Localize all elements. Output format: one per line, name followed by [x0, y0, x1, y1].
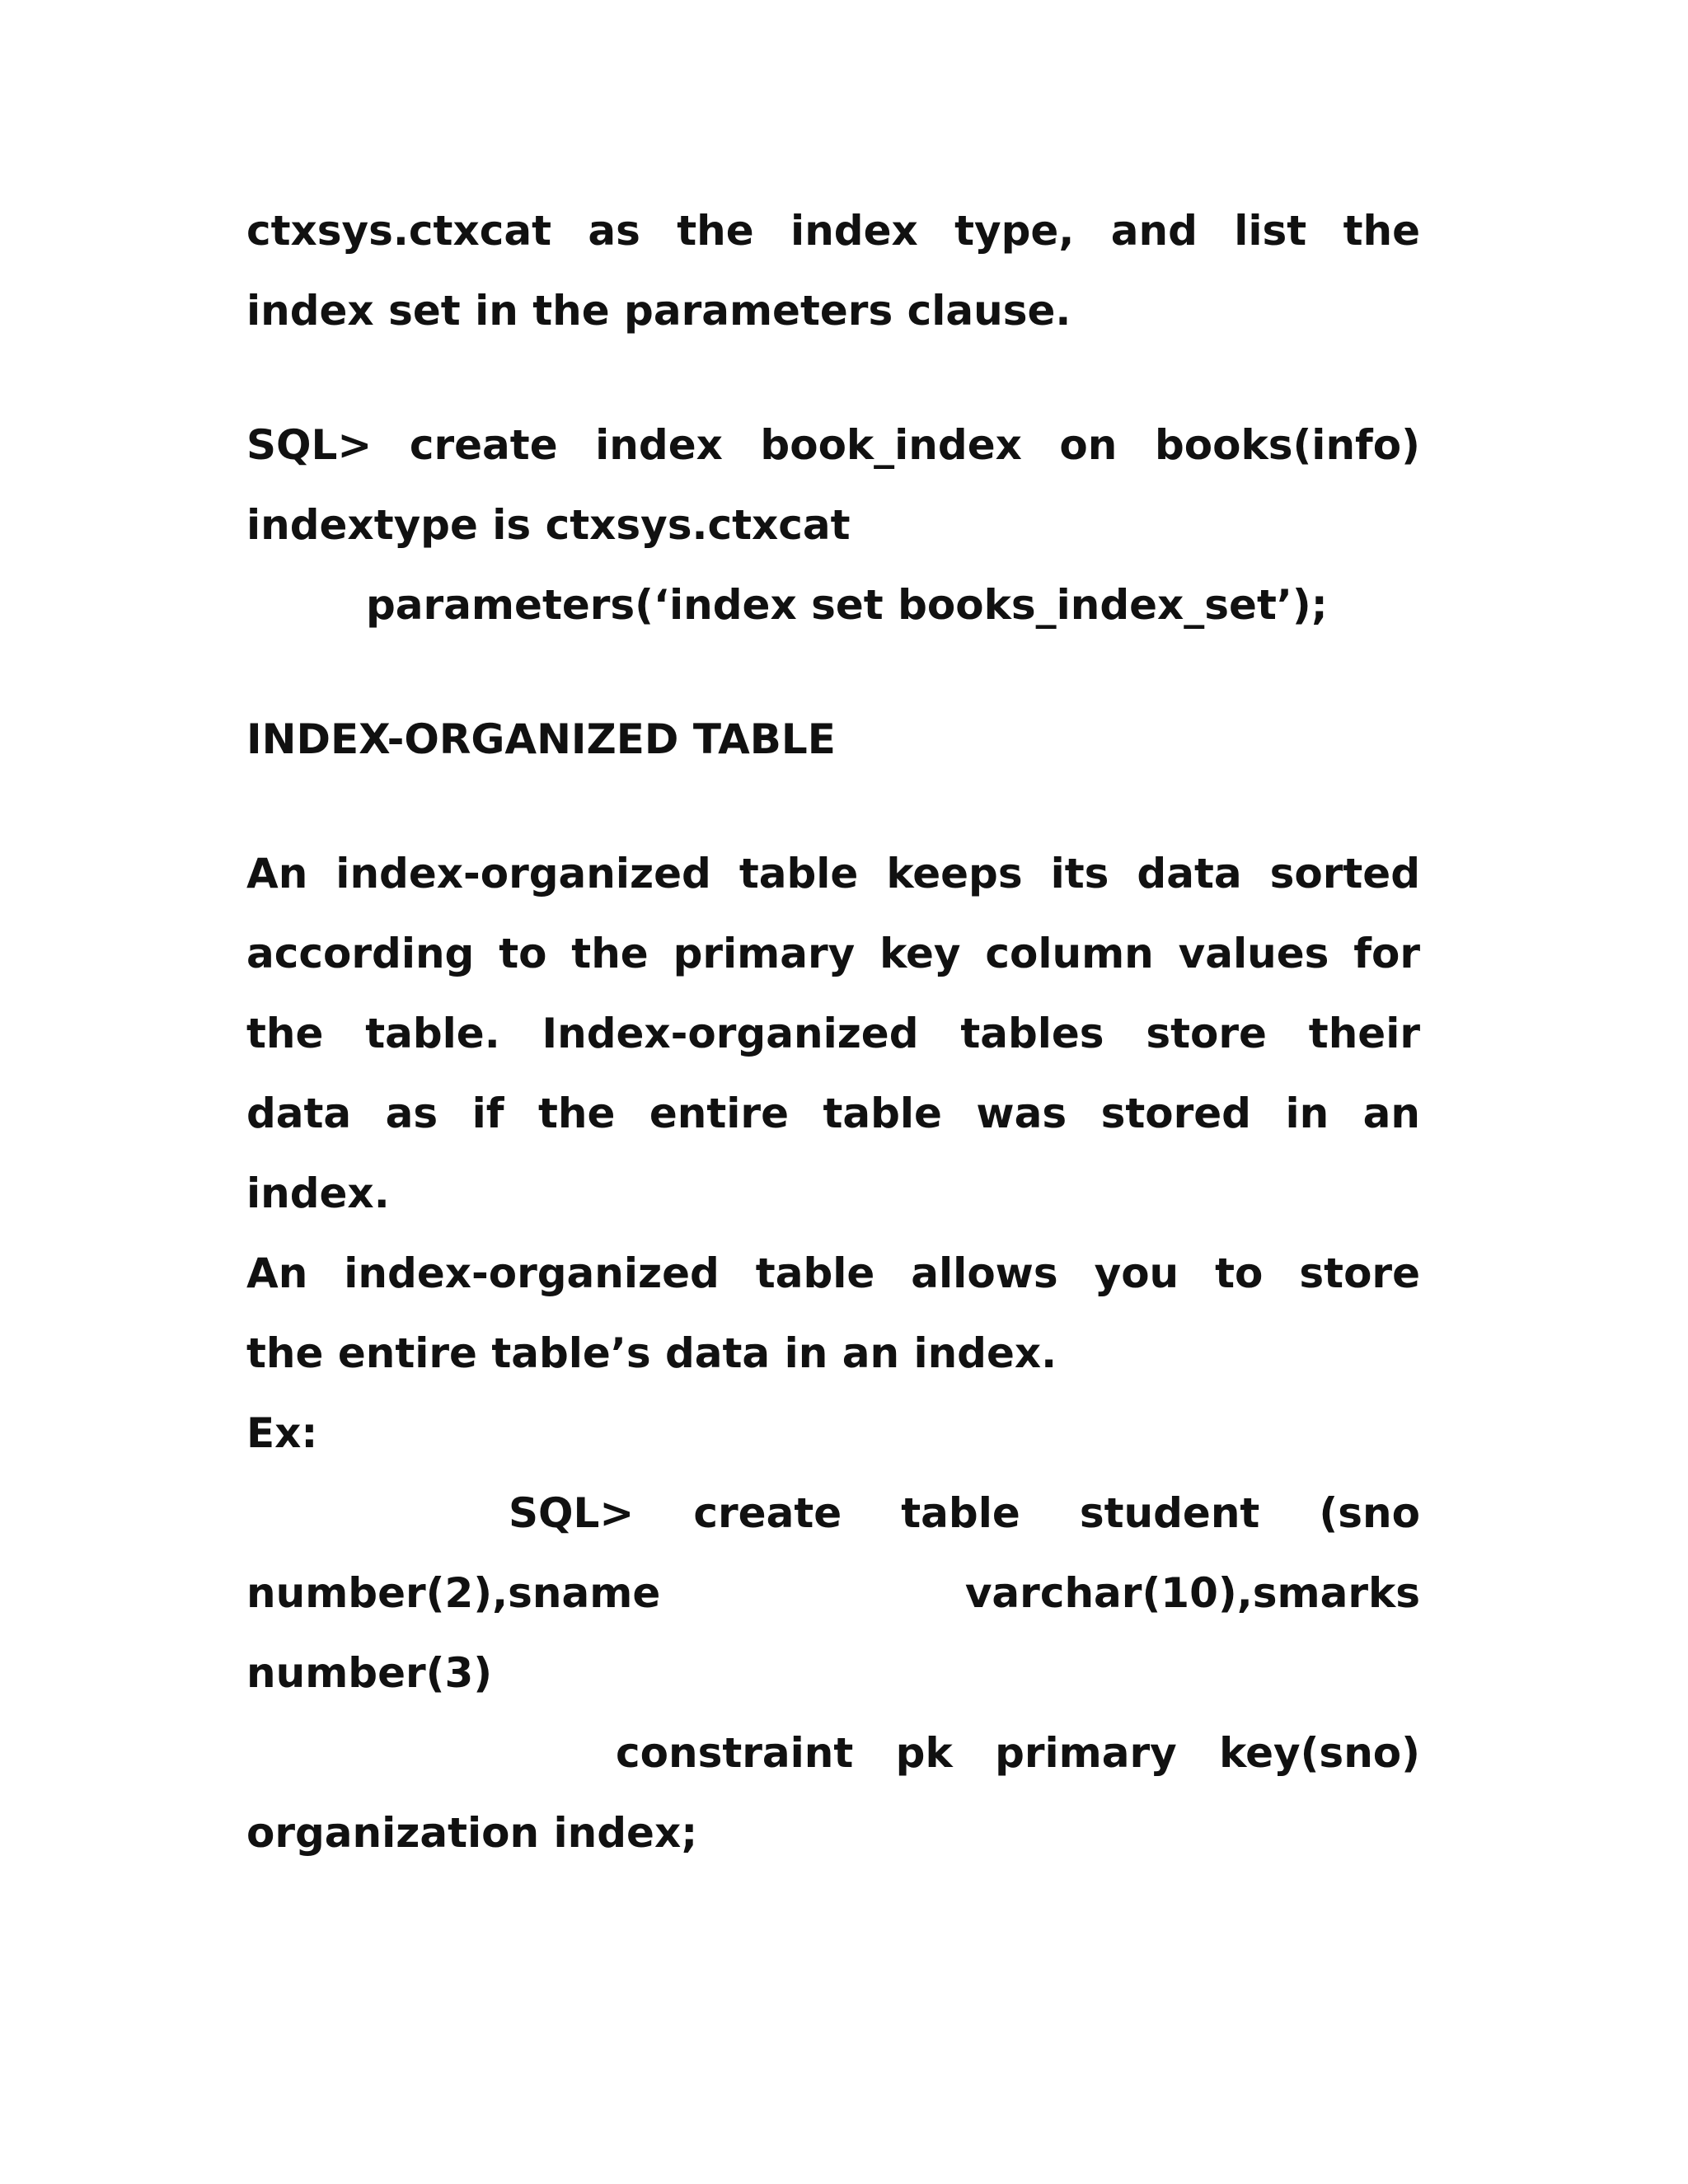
paragraph-line: according to the primary key column values for: [246, 930, 1420, 977]
section-heading: INDEX-ORGANIZED TABLE: [246, 715, 836, 763]
spacer: [246, 351, 1420, 405]
paragraph-line: index set in the parameters clause.: [246, 287, 1071, 335]
code-line: indextype is ctxsys.ctxcat: [246, 501, 851, 549]
code-line: organization index;: [246, 1809, 698, 1857]
paragraph-line: the entire table’s data in an index.: [246, 1329, 1057, 1377]
code-line: SQL> create index book_index on books(info): [246, 421, 1420, 469]
paragraph-line: index.: [246, 1169, 390, 1217]
spacer: [246, 645, 1420, 700]
code-line: constraint pk primary key(sno): [616, 1729, 1420, 1777]
document-page: [246, 191, 1420, 1873]
paragraph-line: the table. Index-organized tables store their: [246, 1010, 1420, 1057]
code-line: number(3): [246, 1649, 493, 1697]
example-label: Ex:: [246, 1409, 318, 1457]
code-line: SQL> create table student (sno: [509, 1489, 1420, 1537]
paragraph-line: An index-organized table allows you to store: [246, 1249, 1420, 1297]
code-line: number(2),sname varchar(10),smarks: [246, 1569, 1420, 1617]
code-line: parameters(‘index set books_index_set’);: [366, 581, 1328, 629]
spacer: [246, 780, 1420, 834]
paragraph-line: ctxsys.ctxcat as the index type, and list the: [246, 207, 1420, 255]
paragraph-line: data as if the entire table was stored in an: [246, 1090, 1420, 1137]
paragraph-line: An index-organized table keeps its data sorted: [246, 850, 1420, 898]
